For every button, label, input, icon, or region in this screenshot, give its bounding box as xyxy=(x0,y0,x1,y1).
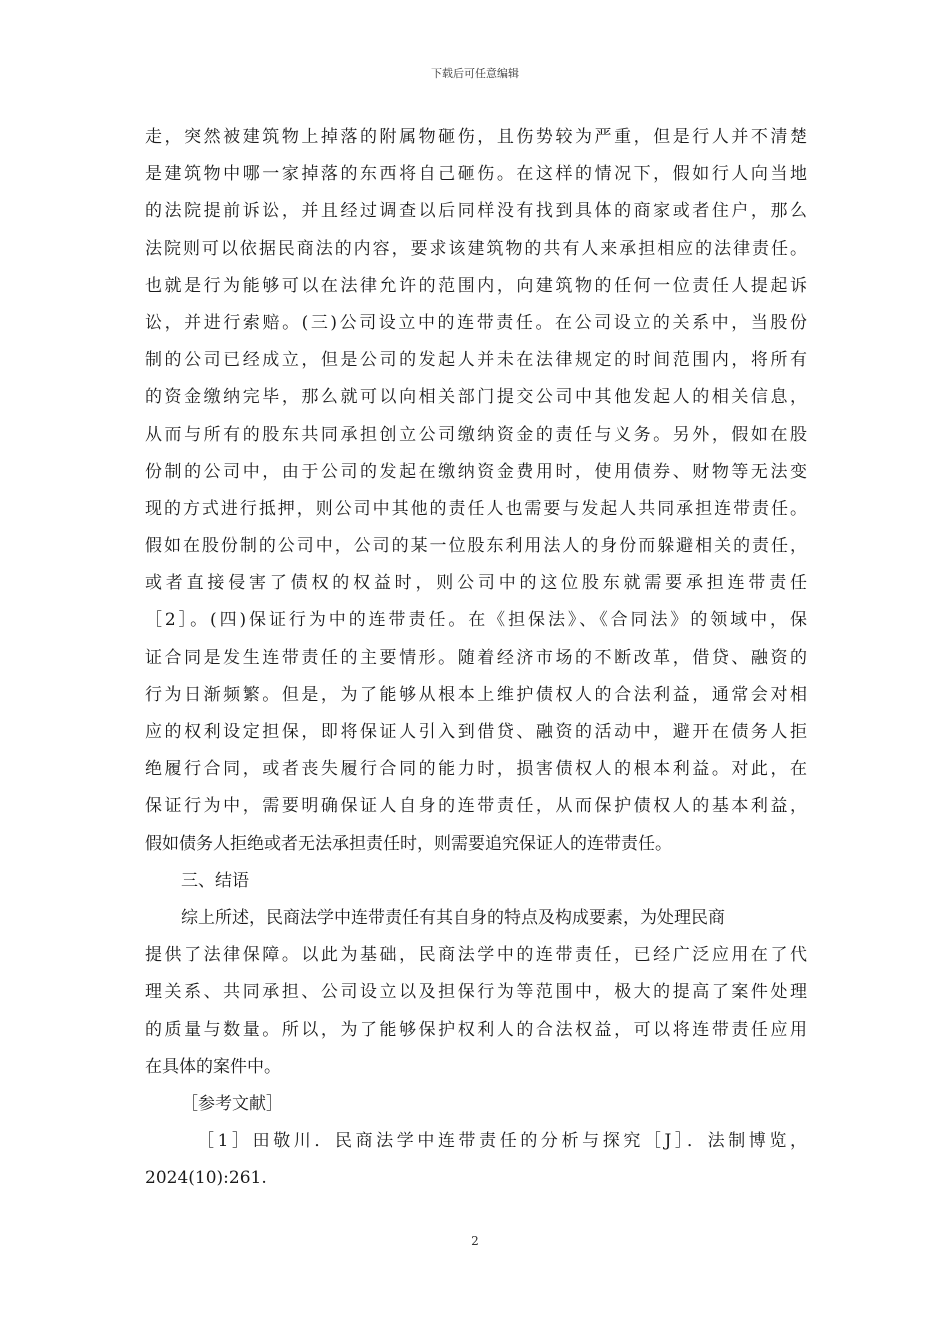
body-line: 假如在股份制的公司中，公司的某一位股东利用法人的身份而躲避相关的责任， xyxy=(145,536,807,557)
body-line: 也就是行为能够可以在法律允许的范围内，向建筑物的任何一位责任人提起诉 xyxy=(145,275,807,296)
conclusion-line: 在具体的案件中。 xyxy=(145,1056,281,1077)
body-line: 行为日渐频繁。但是，为了能够从根本上维护债权人的合法利益，通常会对相 xyxy=(145,684,807,705)
body-line: 或者直接侵害了债权的权益时，则公司中的这位股东就需要承担连带责任 xyxy=(145,573,807,594)
page-number: 2 xyxy=(471,1234,479,1248)
body-line: 假如债务人拒绝或者无法承担责任时，则需要追究保证人的连带责任。 xyxy=(145,833,672,854)
body-line: 保证行为中，需要明确保证人自身的连带责任，从而保护债权人的基本利益， xyxy=(145,796,807,817)
reference-item: ［1］田敬川．民商法学中连带责任的分析与探究［J］．法制博览， xyxy=(197,1131,807,1152)
body-line: ［2］。(四)保证行为中的连带责任。在《担保法》、《合同法》的领域中，保 xyxy=(145,610,807,631)
body-line: 现的方式进行抵押，则公司中其他的责任人也需要与发起人共同承担连带责任。 xyxy=(145,498,807,519)
section-heading-conclusion: 三、结语 xyxy=(181,870,249,891)
body-line: 绝履行合同，或者丧失履行合同的能力时，损害债权人的根本利益。对此，在 xyxy=(145,759,807,780)
conclusion-line: 综上所述，民商法学中连带责任有其自身的特点及构成要素，为处理民商 xyxy=(181,907,725,928)
body-line: 证合同是发生连带责任的主要情形。随着经济市场的不断改革，借贷、融资的 xyxy=(145,647,807,668)
body-line: 的资金缴纳完毕，那么就可以向相关部门提交公司中其他发起人的相关信息， xyxy=(145,387,807,408)
body-line: 讼，并进行索赔。(三)公司设立中的连带责任。在公司设立的关系中，当股份 xyxy=(145,312,807,333)
body-line: 从而与所有的股东共同承担创立公司缴纳资金的责任与义务。另外，假如在股 xyxy=(145,424,807,445)
body-line: 制的公司已经成立，但是公司的发起人并未在法律规定的时间范围内，将所有 xyxy=(145,350,807,371)
body-line: 的法院提前诉讼，并且经过调查以后同样没有找到具体的商家或者住户，那么 xyxy=(145,201,807,222)
page-header: 下载后可任意编辑 xyxy=(431,67,519,80)
body-line: 法院则可以依据民商法的内容，要求该建筑物的共有人来承担相应的法律责任。 xyxy=(145,238,807,259)
body-line: 是建筑物中哪一家掉落的东西将自己砸伤。在这样的情况下，假如行人向当地 xyxy=(145,164,807,185)
body-line: 走，突然被建筑物上掉落的附属物砸伤，且伤势较为严重，但是行人并不清楚 xyxy=(145,127,807,147)
conclusion-line: 理关系、共同承担、公司设立以及担保行为等范围中，极大的提高了案件处理 xyxy=(145,982,807,1003)
conclusion-line: 的质量与数量。所以，为了能够保护权利人的合法权益，可以将连带责任应用 xyxy=(145,1019,807,1040)
references-heading: ［参考文献］ xyxy=(181,1093,283,1114)
body-line: 份制的公司中，由于公司的发起在缴纳资金费用时，使用债券、财物等无法变 xyxy=(145,461,807,482)
document-body xyxy=(145,119,807,1197)
conclusion-line: 提供了法律保障。以此为基础，民商法学中的连带责任，已经广泛应用在了代 xyxy=(145,945,807,966)
body-line: 应的权利设定担保，即将保证人引入到借贷、融资的活动中，避开在债务人拒 xyxy=(145,722,807,742)
reference-item-continuation: 2024(10):261. xyxy=(145,1168,267,1189)
